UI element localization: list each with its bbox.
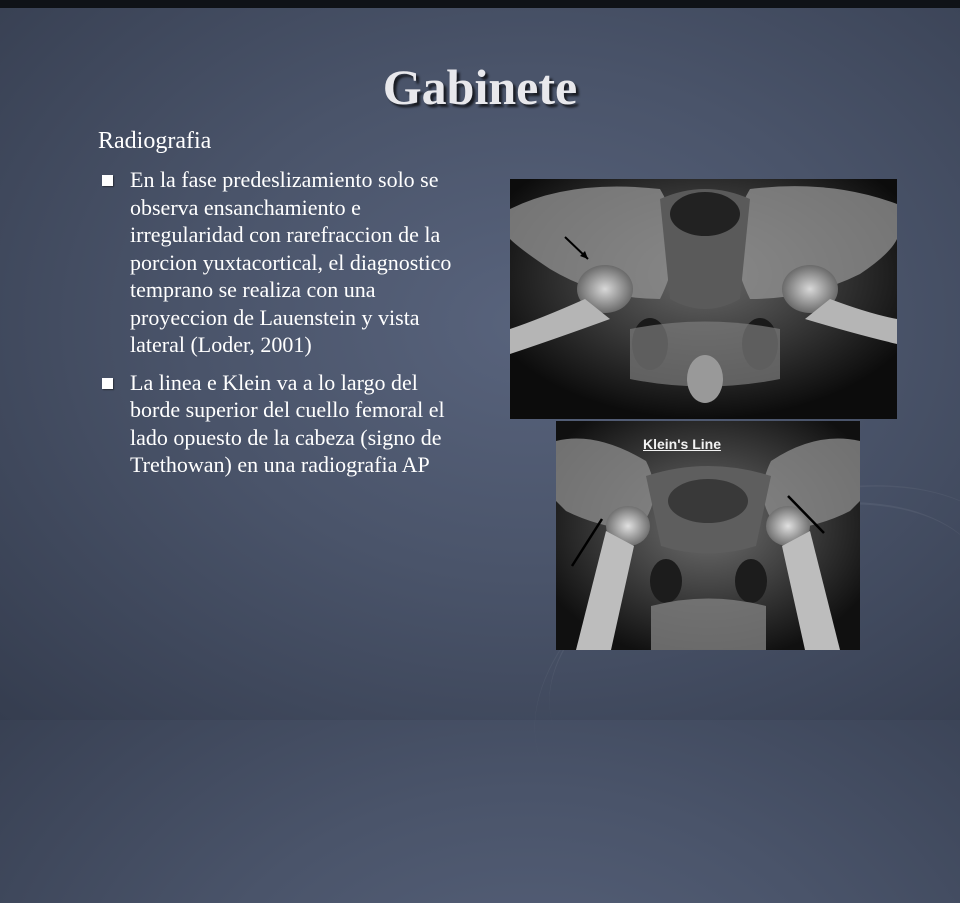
square-bullet-icon — [102, 378, 113, 389]
bullet-list — [100, 166, 460, 489]
square-bullet-icon — [102, 175, 113, 186]
klein-line-label: Klein's Line — [643, 436, 722, 452]
bullet-text: En la fase predeslizamiento solo se observa ensanchamiento e irregularidad con rarefraccion de la porcion yuxtacortical, el diagnostico temprano se realiza con una proyeccion de Lauenstein y vista lateral (Loder, 2001) — [130, 167, 452, 357]
bullet-item — [100, 369, 460, 479]
bullet-item — [100, 166, 460, 359]
pelvis-xray-lauenstein — [510, 179, 897, 419]
bullet-text: La linea e Klein va a lo largo del borde superior del cuello femoral el lado opuesto de la cabeza (signo de Trethowan) en una radiografia AP — [130, 369, 445, 477]
pelvis-xray-ap-klein — [556, 421, 860, 650]
slide-title: Gabinete — [382, 59, 578, 115]
slide-subtitle: Radiografia — [98, 128, 212, 154]
top-band — [0, 0, 960, 8]
